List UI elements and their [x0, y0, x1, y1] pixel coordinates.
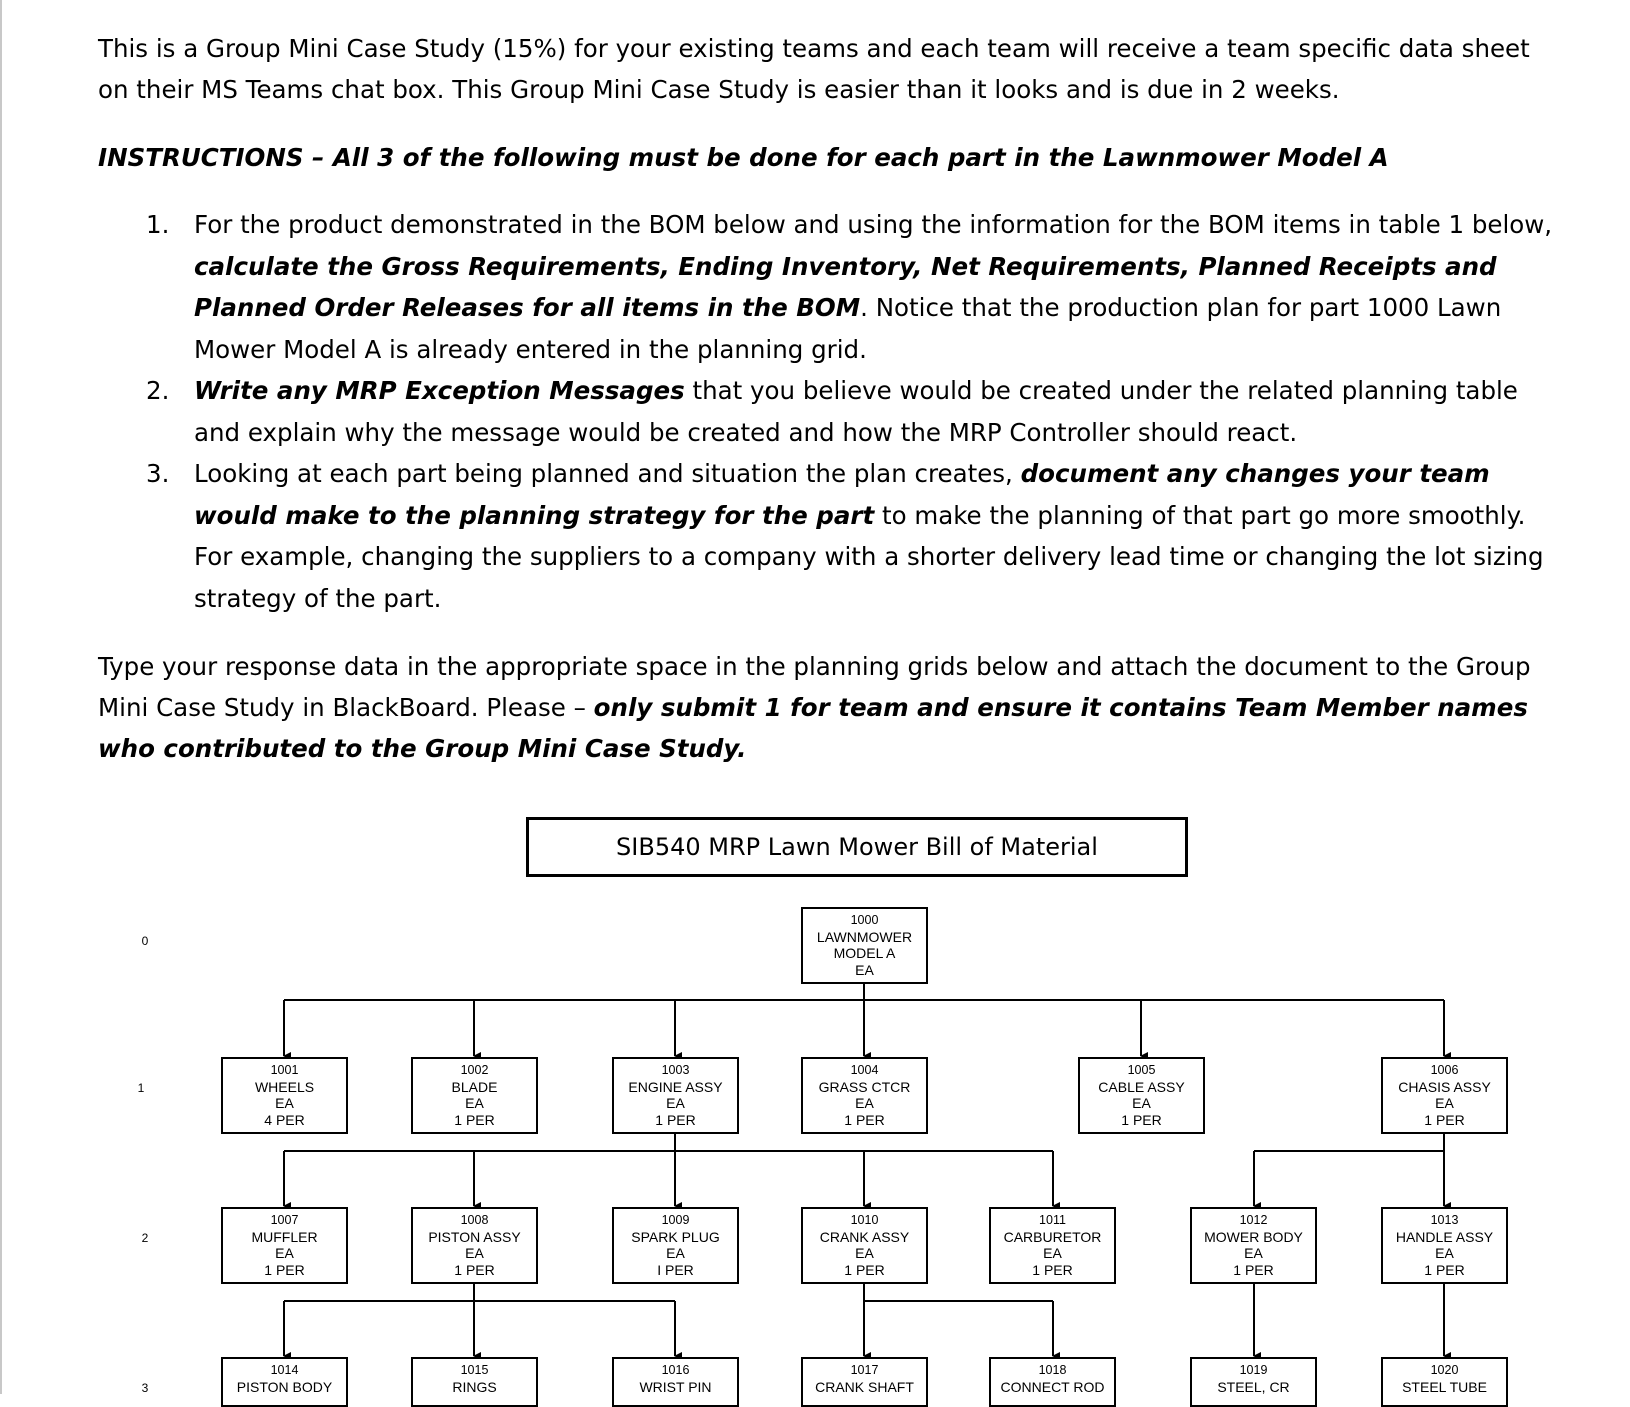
quantity-per: 1 PER [1424, 1261, 1465, 1278]
part-name: CONNECT ROD [1000, 1378, 1105, 1395]
quantity-per: 1 PER [1121, 1111, 1162, 1128]
bom-node-1018 [989, 1357, 1116, 1407]
bom-node-1013 [1381, 1207, 1508, 1284]
part-name: STEEL TUBE [1402, 1378, 1487, 1395]
part-name: MUFFLER [251, 1228, 318, 1245]
list-number: 2. [146, 376, 170, 405]
bom-title: SIB540 MRP Lawn Mower Bill of Material [526, 817, 1188, 877]
level-label: 1 [137, 1081, 145, 1095]
part-name: CRANK ASSY [819, 1228, 910, 1245]
bom-node-1000 [801, 907, 928, 984]
part-number: 1010 [850, 1213, 879, 1227]
response-emphasis: only submit 1 for team and ensure it contains Team Member names who contributed to the Group Mini Case Study. [98, 693, 1528, 763]
part-number: 1011 [1039, 1213, 1066, 1227]
part-name: RINGS [452, 1378, 497, 1395]
part-number: 1004 [850, 1063, 879, 1077]
part-number: 1018 [1038, 1363, 1067, 1377]
unit-of-measure: EA [1244, 1245, 1263, 1261]
part-number: 1000 [850, 913, 879, 927]
bom-node-1014 [221, 1357, 348, 1407]
quantity-per: 1 PER [454, 1261, 495, 1278]
bom-node-1008 [411, 1207, 538, 1284]
bom-node-1010 [801, 1207, 928, 1284]
part-name: SPARK PLUG [631, 1228, 720, 1245]
part-number: 1016 [661, 1363, 690, 1377]
unit-of-measure: EA [855, 1245, 874, 1261]
bom-node-1004 [801, 1057, 928, 1134]
bom-node-1003 [612, 1057, 739, 1134]
part-name: STEEL, CR [1217, 1378, 1290, 1395]
quantity-per: 1 PER [1424, 1111, 1465, 1128]
part-number: 1019 [1239, 1363, 1268, 1377]
quantity-per: 1 PER [1233, 1261, 1274, 1278]
part-number: 1013 [1430, 1213, 1459, 1227]
instructions-heading: INSTRUCTIONS – All 3 of the following must be done for each part in the Lawnmower Model A [98, 143, 1389, 172]
step-text: For the product demonstrated in the BOM below and using the information for the BOM items in table 1 below, [194, 210, 1553, 239]
step-text: . Notice that the production plan for part 1000 Lawn Mower Model A is already entered in the planning grid. [194, 293, 1502, 364]
bom-node-1006 [1381, 1057, 1508, 1134]
part-number: 1020 [1430, 1363, 1459, 1377]
part-name: ENGINE ASSY [628, 1078, 723, 1095]
step-emphasis: calculate the Gross Requirements, Ending Inventory, Net Requirements, Planned Receipts and Planned Order Releases for all items in the BOM [194, 251, 1497, 322]
part-name: WRIST PIN [639, 1378, 712, 1395]
step-text: that you believe would be created under the related planning table and explain why the message would be created and how the MRP Controller should react. [194, 376, 1518, 447]
quantity-per: 1 PER [844, 1261, 885, 1278]
unit-of-measure: EA [855, 1095, 874, 1111]
part-number: 1017 [850, 1363, 879, 1377]
bom-node-1011 [989, 1207, 1116, 1284]
quantity-per: 4 PER [264, 1111, 305, 1128]
part-number: 1006 [1430, 1063, 1459, 1077]
part-number: 1015 [460, 1363, 489, 1377]
part-name: CABLE ASSY [1098, 1078, 1185, 1095]
unit-of-measure: EA [1132, 1095, 1151, 1111]
bom-node-1012 [1190, 1207, 1317, 1284]
unit-of-measure: EA [1435, 1245, 1454, 1261]
list-number: 1. [146, 210, 170, 239]
quantity-per: 1 PER [655, 1111, 696, 1128]
part-name: MOWER BODY [1204, 1228, 1303, 1245]
bom-node-1019 [1190, 1357, 1317, 1407]
bom-node-1016 [612, 1357, 739, 1407]
step-text: Looking at each part being planned and situation the plan creates, [194, 459, 1021, 488]
step-emphasis: Write any MRP Exception Messages [194, 376, 685, 405]
unit-of-measure: EA [666, 1095, 685, 1111]
bom-node-1017 [801, 1357, 928, 1407]
part-name: MODEL A [833, 945, 896, 961]
unit-of-measure: EA [666, 1245, 685, 1261]
list-number: 3. [146, 459, 170, 488]
quantity-per: I PER [657, 1261, 694, 1278]
response-text: Type your response data in the appropriate space in the planning grids below and attach the document to the Group Mini Case Study in BlackBoard. Please – [98, 652, 1531, 722]
part-name: LAWNMOWER [816, 928, 913, 945]
part-number: 1009 [661, 1213, 690, 1227]
bom-node-1002 [411, 1057, 538, 1134]
quantity-per: 1 PER [1032, 1261, 1073, 1278]
part-name: HANDLE ASSY [1395, 1228, 1494, 1245]
quantity-per: 1 PER [844, 1111, 885, 1128]
part-name: PISTON ASSY [428, 1228, 521, 1245]
part-number: 1005 [1127, 1063, 1156, 1077]
part-name: GRASS CTCR [818, 1078, 911, 1095]
part-name: CARBURETOR [1003, 1228, 1102, 1245]
part-name: PISTON BODY [236, 1378, 333, 1395]
quantity-per: 1 PER [454, 1111, 495, 1128]
level-label: 2 [141, 1231, 149, 1245]
bom-node-1020 [1381, 1357, 1508, 1407]
level-label: 3 [141, 1381, 149, 1395]
part-name: BLADE [451, 1078, 498, 1095]
unit-of-measure: EA [275, 1095, 294, 1111]
part-number: 1003 [661, 1063, 690, 1077]
part-number: 1008 [460, 1213, 489, 1227]
part-name: CHASIS ASSY [1398, 1078, 1491, 1095]
bom-node-1015 [411, 1357, 538, 1407]
intro-paragraph: This is a Group Mini Case Study (15%) for your existing teams and each team will receive a team specific data sheet on their MS Teams chat box. This Group Mini Case Study is easier than it looks and is due in 2 weeks. [98, 34, 1530, 104]
part-number: 1001 [270, 1063, 299, 1077]
quantity-per: 1 PER [264, 1261, 305, 1278]
bom-node-1007 [221, 1207, 348, 1284]
part-number: 1012 [1239, 1213, 1268, 1227]
bom-node-1005 [1078, 1057, 1205, 1134]
unit-of-measure: EA [855, 961, 874, 978]
part-name: CRANK SHAFT [815, 1378, 914, 1395]
unit-of-measure: EA [465, 1095, 484, 1111]
bom-node-1001 [221, 1057, 348, 1134]
step-text: to make the planning of that part go more smoothly. For example, changing the suppliers to a company with a shorter delivery lead time or changing the lot sizing strategy of the part. [194, 500, 1544, 613]
part-name: WHEELS [254, 1078, 315, 1095]
step-emphasis: document any changes your team would make to the planning strategy for the part [194, 459, 1490, 530]
unit-of-measure: EA [275, 1245, 294, 1261]
bom-node-1009 [612, 1207, 739, 1284]
unit-of-measure: EA [1435, 1095, 1454, 1111]
unit-of-measure: EA [1043, 1245, 1062, 1261]
part-number: 1007 [270, 1213, 299, 1227]
part-number: 1014 [270, 1363, 299, 1377]
level-label: 0 [141, 934, 149, 948]
unit-of-measure: EA [465, 1245, 484, 1261]
part-number: 1002 [460, 1063, 489, 1077]
